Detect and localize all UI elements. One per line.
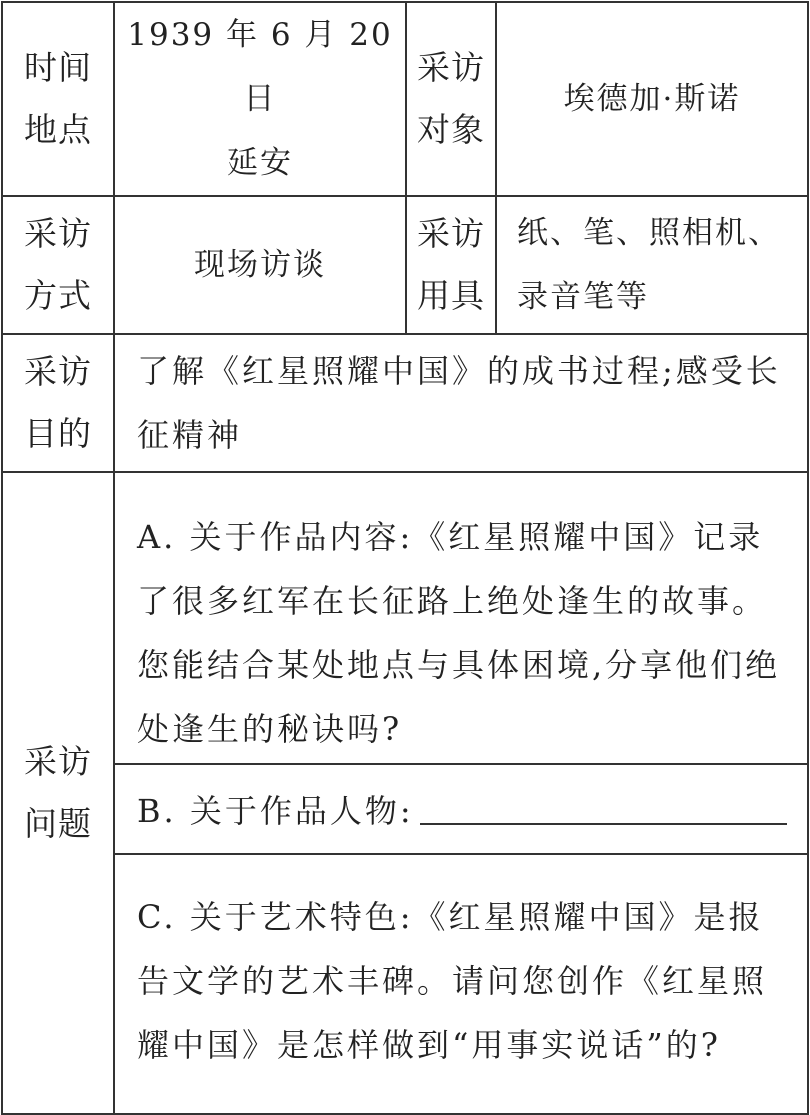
time-place-label: 时间地点: [24, 48, 92, 149]
tools-label: 采访用具: [417, 214, 485, 315]
row-questions: [2, 472, 808, 1114]
interview-method: 现场访谈: [194, 247, 326, 283]
subject-label: 采访对象: [417, 48, 485, 149]
subject-cell: [496, 2, 808, 196]
question-a-text: A. 关于作品内容:《红星照耀中国》记录了很多红军在长征路上绝处逢生的故事。您能结合某处地点与具体困境,分享他们绝处逢生的秘诀吗?: [137, 518, 781, 748]
interview-subject: 埃德加·斯诺: [563, 81, 741, 117]
tools-cell: [496, 196, 808, 334]
purpose-cell: [114, 334, 808, 472]
questions-label: 采访问题: [24, 742, 92, 843]
row-purpose: [2, 334, 808, 472]
question-b: [115, 765, 807, 855]
method-cell: [114, 196, 406, 334]
question-b-answer-blank[interactable]: [420, 779, 787, 825]
purpose-label: 采访目的: [24, 352, 92, 453]
questions-label-cell: [2, 472, 114, 1114]
tools-label-cell: [406, 196, 496, 334]
row-method-tools: [2, 196, 808, 334]
subject-label-cell: [406, 2, 496, 196]
questions-cell: [114, 472, 808, 1114]
method-label-cell: [2, 196, 114, 334]
time-place-label-cell: [2, 2, 114, 196]
method-label: 采访方式: [24, 214, 92, 315]
interview-tools: 纸、笔、照相机、录音笔等: [517, 215, 781, 315]
question-c: [115, 855, 807, 1113]
date-place-cell: [114, 2, 406, 196]
interview-purpose: 了解《红星照耀中国》的成书过程;感受长征精神: [137, 352, 781, 454]
purpose-label-cell: [2, 334, 114, 472]
question-b-text: B. 关于作品人物:: [137, 792, 414, 830]
row-time-place: [2, 2, 808, 196]
question-a: [115, 473, 807, 765]
question-c-text: C. 关于艺术特色:《红星照耀中国》是报告文学的艺术丰碑。请问您创作《红星照耀中国》是怎样做到“用事实说话”的?: [137, 898, 768, 1064]
interview-place: 延安: [227, 145, 293, 181]
interview-date: 1939 年 6 月 20 日: [127, 17, 393, 117]
interview-plan-table: [1, 1, 809, 1115]
